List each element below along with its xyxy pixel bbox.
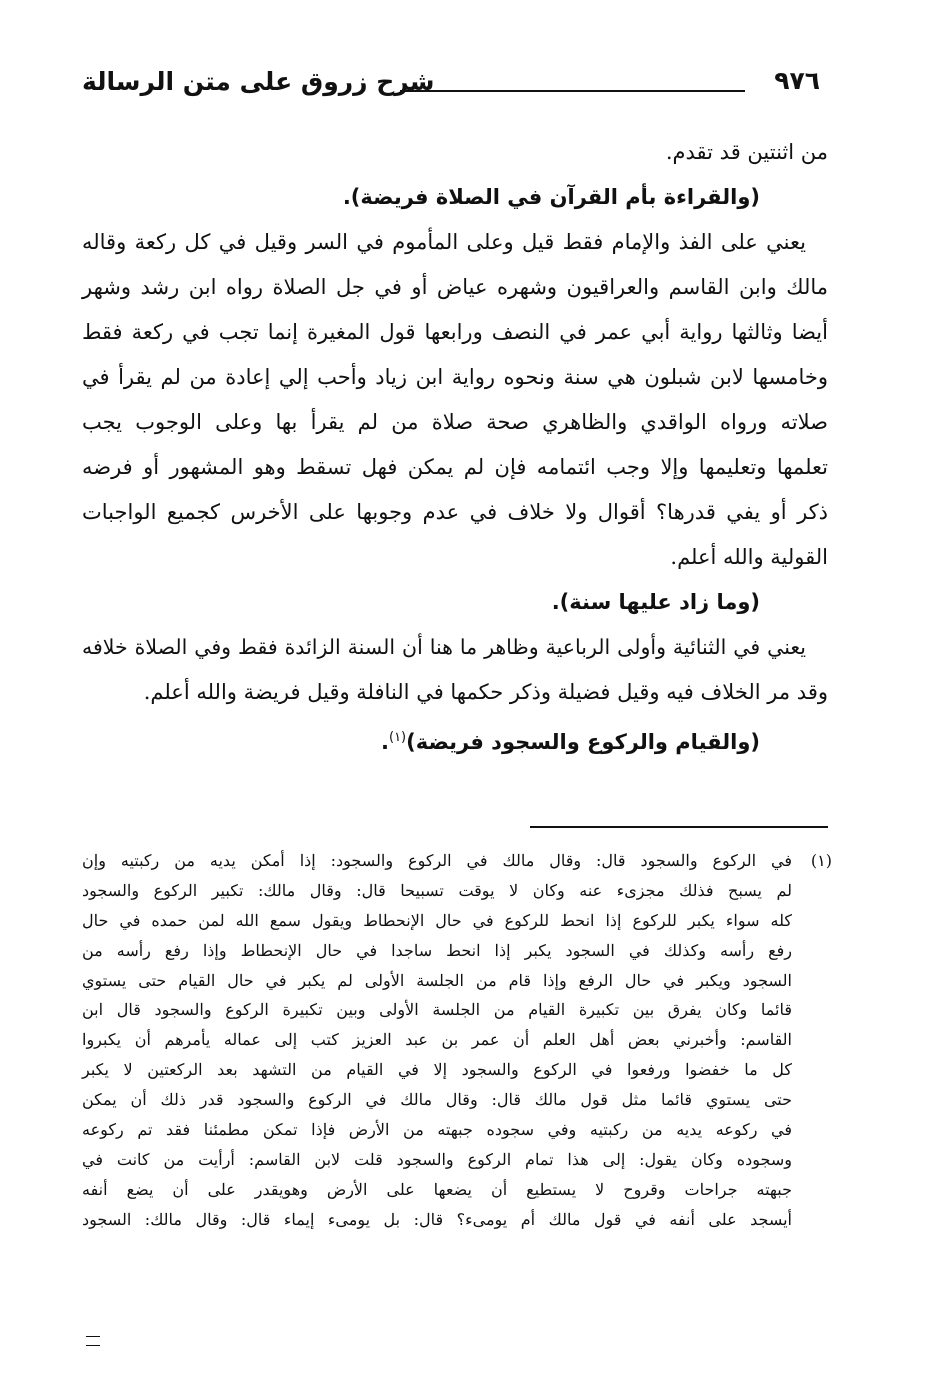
text-line — [82, 265, 828, 310]
text-line — [82, 670, 828, 715]
line-text: صلاته ورواه الواقدي والظاهري صحة صلاة من لم يقرأ بها وعلى الوجوب يجب — [82, 410, 828, 434]
footnote-line — [82, 995, 832, 1025]
running-title: شرح زروق على متن الرسالة — [82, 67, 435, 96]
footnote-number: (١) — [810, 851, 832, 870]
footnote-text: جبهته جراحات وقروح لا يستطيع أن يضعها على الأرض وهويقدر على أن يضع أنفه — [82, 1179, 792, 1199]
footnote-line — [82, 846, 832, 876]
line-text: يعني في الثنائية وأولى الرباعية وظاهر ما هنا أن السنة الزائدة فقط وفي الصلاة خلافه — [82, 635, 806, 659]
text-line — [82, 130, 828, 175]
footnote-text: رفع رأسه وكذلك في السجود يكبر إذا انحط ساجدا في حال الإنحطاط وإذا رفع رأسه من — [82, 940, 793, 960]
heading-text: (والقراءة بأم القرآن في الصلاة فريضة). — [342, 185, 760, 209]
footnote-line — [82, 876, 832, 906]
line-text: يعني على الفذ والإمام فقط قيل وعلى المأموم في السر وقيل في كل ركعة وقاله — [82, 230, 806, 254]
footnote-text: القاسم: وأخبرني بعض أهل العلم أن عمر بن عبد العزيز كتب إلى عماله يأمرهم أن يكبروا — [82, 1030, 792, 1050]
footnote-text: وسجوده وكان يقول: إلى هذا تمام الركوع والسجود قلت لابن القاسم: أرأيت من كانت في — [82, 1149, 792, 1169]
footnote-text: في الركوع والسجود قال: وقال مالك في الركوع والسجود: إذا أمكن يديه من ركبتيه وإن — [82, 851, 792, 870]
heading-text: (والقيام والركوع والسجود فريضة) — [406, 730, 760, 754]
page-number: ٩٧٦ — [774, 66, 820, 95]
continuation-mark — [86, 1336, 100, 1346]
text-line — [82, 310, 828, 355]
footnote-line — [82, 936, 832, 966]
section-heading — [82, 715, 828, 760]
text-line — [82, 355, 828, 400]
footnote-line — [82, 1025, 832, 1055]
main-text — [82, 130, 828, 760]
footnote-separator — [530, 826, 828, 828]
text-line — [82, 490, 828, 535]
footnote-text: لم يسبح فذلك مجزىء عنه وكان لا يوقت تسبيحا قال: وقال مالك: تكبير الركوع والسجود — [82, 880, 793, 900]
footnote-line — [82, 1175, 832, 1205]
footnote — [82, 846, 832, 1235]
line-text: ذكر أو يفي قدرها؟ أقوال ولا خلاف في عدم وجوبها على الأخرس كجميع الواجبات — [82, 500, 828, 524]
section-heading — [82, 580, 828, 625]
paragraph-first-line — [82, 220, 828, 265]
footnote-text: حتى يستوي قائما مثل قول مالك قال: وقال مالك في الركوع والسجود قدر ذلك أن يمكن — [82, 1090, 792, 1110]
section-heading — [82, 175, 828, 220]
footnote-reference: (١) — [388, 730, 407, 745]
line-text: وخامسها لابن شبلون هي سنة ونحوه رواية ابن زياد وأحب إلي إعادة من لم يقرأ في — [82, 365, 828, 389]
line-text: من اثنتين قد تقدم. — [665, 140, 828, 164]
footnote-text: السجود ويكبر في حال الرفع وإذا قام من الجلسة الأولى لم يكبر في حال القيام حتى يستوي — [82, 970, 792, 990]
footnote-line — [82, 1085, 832, 1115]
footnote-line — [82, 1115, 832, 1145]
footnote-text: كل ما خفضوا ورفعوا في الركوع والسجود إلا في القيام من التشهد بعد الركعتين لا يكبر — [82, 1060, 792, 1080]
text-line — [82, 535, 828, 580]
line-text: تعلمها وتعليمها وإلا وجب ائتمامه فإن لم يمكن فهل تسقط وهو المشهور أو فرضه — [82, 455, 828, 479]
footnote-line — [82, 1205, 832, 1235]
page-header — [82, 66, 820, 106]
footnote-line — [82, 1055, 832, 1085]
line-text: وقد مر الخلاف فيه وقيل فضيلة وذكر حكمها في النافلة وقيل فريضة والله أعلم. — [143, 680, 828, 704]
footnote-text: قائما وكان يفرق بين تكبيرة القيام من الجلسة الأولى وبين تكبيرة الركوع والسجود قال ابن — [82, 1000, 792, 1020]
line-text: القولية والله أعلم. — [670, 545, 828, 569]
footnote-line — [82, 906, 832, 936]
heading-text: (وما زاد عليها سنة). — [551, 590, 760, 614]
heading-tail: . — [381, 730, 389, 754]
text-line — [82, 445, 828, 490]
footnote-line — [82, 966, 832, 996]
footnote-text: أيسجد على أنفه في قول مالك أم يومىء؟ قال: بل يومىء إيماء قال: وقال مالك: السجود — [82, 1209, 792, 1229]
line-text: مالك وابن القاسم والعراقيون وشهره عياض أو في جل الصلاة رواه ابن رشد وشهر — [82, 275, 828, 299]
header-rule — [400, 90, 745, 92]
text-line — [82, 400, 828, 445]
line-text: أيضا وثالثها رواية أبي عمر في النصف ورابعها قول المغيرة إنما تجب في ركعة فقط — [82, 320, 828, 344]
footnote-text: في ركوعه يديه من ركبتيه وفي سجوده جبهته من الأرض فإذا تمكن مطمئنا فقد تم ركوعه — [82, 1120, 792, 1140]
footnote-line — [82, 1145, 832, 1175]
paragraph-first-line — [82, 625, 828, 670]
footnote-text: كله سواء يكبر للركوع إذا انحط للركوع في حال الإنحطاط ويقول سمع الله لمن حمده في حال — [82, 910, 792, 930]
